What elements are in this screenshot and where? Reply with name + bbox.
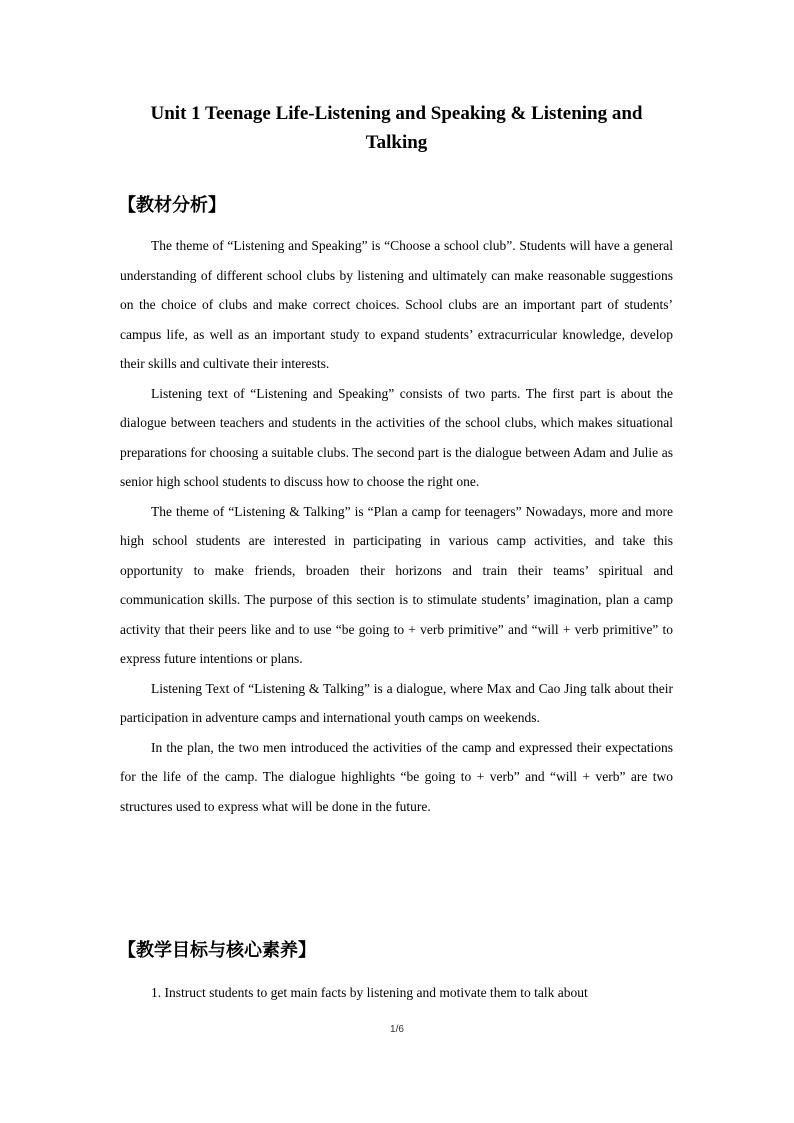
paragraph: Listening text of “Listening and Speaking” consists of two parts. The first part is about the dialogue between teachers and students in the activities of the school clubs, which makes situational preparations for choosing a suitable clubs. The second part is the dialogue between Adam and Julie as senior high school students to discuss how to choose the right one.: [120, 385, 673, 489]
section-body-textbook-analysis: [120, 231, 673, 821]
section-heading-textbook-analysis: 【教材分析】: [118, 195, 226, 216]
document-title: Unit 1 Teenage Life-Listening and Speaking & Listening and Talking: [150, 103, 643, 153]
objective-item: 1. Instruct students to get main facts by listening and motivate them to talk about: [151, 985, 588, 1000]
page-number: 1/6: [390, 1024, 404, 1035]
paragraph: Listening Text of “Listening & Talking” is a dialogue, where Max and Cao Jing talk about their participation in adventure camps and international youth camps on weekends.: [120, 680, 673, 725]
paragraph: In the plan, the two men introduced the activities of the camp and expressed their expectations for the life of the camp. The dialogue highlights “be going to + verb” and “will + verb” are two structures used to express what will be done in the future.: [120, 739, 673, 814]
paragraph: The theme of “Listening & Talking” is “Plan a camp for teenagers” Nowadays, more and more high school students are interested in participating in various camp activities, and take this opportunity to make friends, broaden their horizons and train their teams’ spiritual and communication skills. The purpose of this section is to stimulate students’ imagination, plan a camp activity that their peers like and to use “be going to + verb primitive” and “will + verb primitive” to express future intentions or plans.: [120, 503, 673, 666]
paragraph: The theme of “Listening and Speaking” is “Choose a school club”. Students will have a general understanding of different school clubs by listening and ultimately can make reasonable suggestions on the choice of clubs and make correct choices. School clubs are an important part of students’ campus life, as well as an important study to expand students’ extracurricular knowledge, develop their skills and cultivate their interests.: [120, 238, 673, 371]
section-heading-teaching-objectives: 【教学目标与核心素养】: [118, 940, 316, 961]
